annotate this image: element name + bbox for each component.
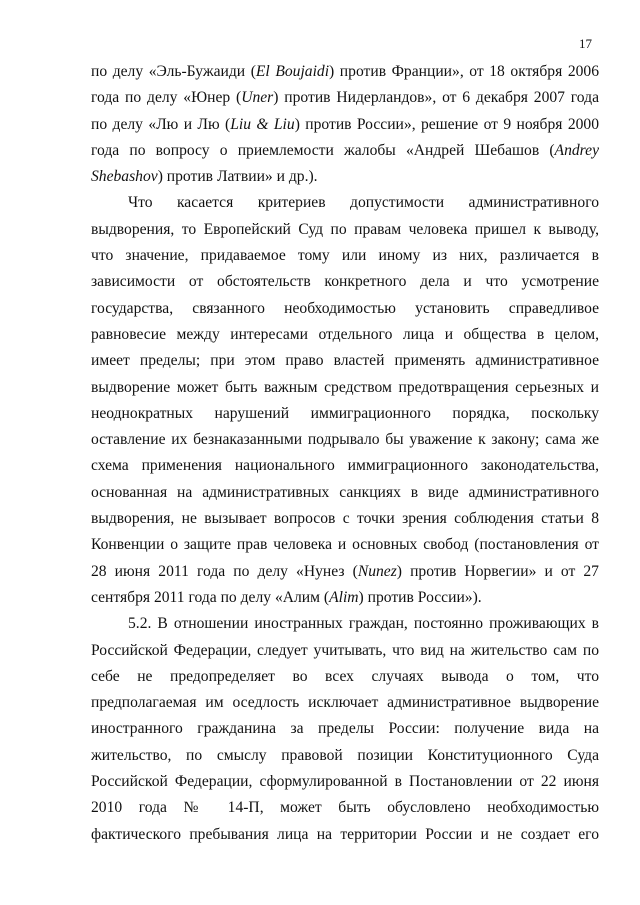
text-segment: 5.2. В отношении иностранных граждан, постоянно проживающих в xyxy=(128,615,599,633)
text-segment: ) против Норвегии» и от 27 xyxy=(396,562,599,580)
text-line xyxy=(91,375,599,401)
text-segment: Российской Федерации, следует учитывать, что вид на жительство сам по xyxy=(91,641,599,659)
text-segment: схема применения национального иммиграционного законодательства, xyxy=(91,457,599,475)
text-line xyxy=(91,559,599,585)
text-segment: ) против Латвии» и др.). xyxy=(157,168,318,186)
text-segment: по делу «Эль-Бужаиди ( xyxy=(91,63,256,80)
text-segment: фактического пребывания лица на территории России и не создает его xyxy=(91,825,599,843)
text-segment: оставление их безнаказанными подрывало бы уважение к закону; сама же xyxy=(91,431,599,449)
paragraph-5-2-permanent-residents xyxy=(91,611,599,848)
text-line xyxy=(91,743,599,769)
text-segment: по делу «Лю и Лю ( xyxy=(91,115,231,133)
text-line xyxy=(91,638,599,664)
italic-case-name: Shebashov xyxy=(91,168,158,186)
text-line xyxy=(91,690,599,716)
text-segment: иностранного гражданина за пределы России: получение вида на xyxy=(91,720,599,738)
text-line xyxy=(91,532,599,558)
text-segment: неоднократных нарушений иммиграционного порядка, поскольку xyxy=(91,404,599,422)
text-line xyxy=(91,664,599,690)
text-line xyxy=(91,322,599,348)
text-line xyxy=(91,401,599,427)
text-line xyxy=(91,217,599,243)
text-line xyxy=(91,795,599,821)
text-line xyxy=(91,427,599,453)
text-segment: себе не предопределяет во всех случаях вывода о том, что xyxy=(91,667,599,685)
text-segment: ) против Нидерландов», от 6 декабря 2007 года xyxy=(273,89,600,107)
text-line xyxy=(91,585,599,611)
paragraph-admissibility-criteria xyxy=(91,190,599,611)
text-line xyxy=(91,85,599,111)
text-line xyxy=(91,822,599,848)
text-line xyxy=(91,611,599,637)
italic-case-name: Liu & Liu xyxy=(230,115,295,133)
text-segment: года по делу «Юнер ( xyxy=(91,89,242,107)
text-segment: сентября 2011 года по делу «Алим ( xyxy=(91,588,330,606)
text-line xyxy=(91,348,599,374)
text-line xyxy=(91,296,599,322)
text-segment: ) против России», решение от 9 ноября 2000 xyxy=(294,115,600,133)
text-line xyxy=(91,269,599,295)
document-body xyxy=(91,59,599,848)
text-segment: ) против России»). xyxy=(358,588,482,606)
text-segment: выдворения, то Европейский Суд по правам человека пришел к выводу, xyxy=(91,220,599,238)
text-segment: основанная на административных санкциях в виде административного xyxy=(91,483,599,501)
italic-case-name: Uner xyxy=(241,89,274,107)
italic-case-name: El Boujaidi xyxy=(255,63,330,80)
text-line xyxy=(91,243,599,269)
text-segment: 2010 года № 14-П, может быть обусловлено необходимостью xyxy=(91,799,599,817)
text-segment: 28 июня 2011 года по делу «Нунез ( xyxy=(91,562,358,580)
text-segment: выдворение может быть важным средством предотвращения серьезных и xyxy=(91,378,599,396)
paragraph-case-citations xyxy=(91,59,599,190)
text-segment: предполагаемая им оседлость исключает административное выдворение xyxy=(91,694,599,712)
text-line xyxy=(91,164,599,190)
text-segment: равновесие между интересами отдельного лица и общества в целом, xyxy=(91,325,599,343)
text-segment: выдворения, не вызывает вопросов с точки зрения соблюдения статьи 8 xyxy=(91,510,599,528)
text-segment: жительство, по смыслу правовой позиции Конституционного Суда xyxy=(91,746,599,764)
text-segment: зависимости от обстоятельств конкретного дела и что усмотрение xyxy=(91,273,599,291)
text-segment: Конвенции о защите прав человека и основных свобод (постановления от xyxy=(91,536,599,554)
text-segment: Российской Федерации, сформулированной в Постановлении от 22 июня xyxy=(91,773,599,791)
text-line xyxy=(91,190,599,216)
italic-case-name: Nunez xyxy=(357,562,397,580)
page-number: 17 xyxy=(579,36,592,51)
italic-case-name: Alim xyxy=(329,588,359,606)
text-segment: имеет пределы; при этом право властей применять административное xyxy=(91,352,599,370)
text-line xyxy=(91,480,599,506)
italic-case-name: Andrey xyxy=(554,141,599,159)
text-segment: ) против Франции», от 18 октября 2006 xyxy=(329,63,600,80)
text-line xyxy=(91,59,599,85)
text-line xyxy=(91,769,599,795)
text-line xyxy=(91,112,599,138)
text-segment: Что касается критериев допустимости административного xyxy=(128,194,599,212)
text-line xyxy=(91,506,599,532)
text-segment: года по вопросу о приемлемости жалобы «Андрей Шебашов ( xyxy=(91,141,555,159)
text-segment: государства, связанного необходимостью установить справедливое xyxy=(91,299,599,317)
text-line xyxy=(91,716,599,742)
text-line xyxy=(91,138,599,164)
text-segment: что значение, придаваемое тому или иному из них, различается в xyxy=(91,247,599,265)
text-line xyxy=(91,453,599,479)
